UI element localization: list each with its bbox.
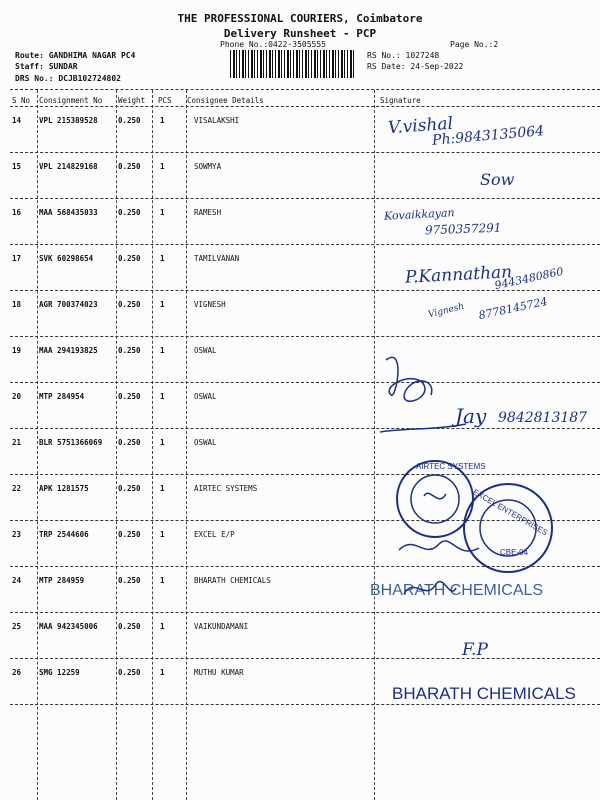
column-divider [37, 90, 38, 800]
cell-consignee: RAMESH [194, 208, 222, 217]
column-divider [116, 90, 117, 800]
cell-sno: 15 [12, 162, 22, 171]
signature-note-17: 9443480860 [493, 264, 565, 293]
rs-number: RS No.: 1027248 [367, 51, 440, 60]
cell-weight: 0.250 [118, 576, 141, 585]
signature-note-18: 8778145724 [477, 294, 549, 323]
cell-pcs: 1 [160, 392, 165, 401]
excel-stamp-label: EXCEL ENTERPRISES [471, 487, 550, 538]
cell-consignee: TAMILVANAN [194, 254, 240, 263]
document-title: THE PROFESSIONAL COURIERS, Coimbatore [177, 12, 423, 25]
signature-note-20: 9842813187 [498, 410, 588, 426]
cell-weight: 0.250 [118, 484, 141, 493]
cell-consignee: OSWAL [194, 346, 217, 355]
cell-pcs: 1 [160, 208, 165, 217]
cell-weight: 0.250 [118, 622, 141, 631]
cell-consignee: BHARATH CHEMICALS [194, 576, 271, 585]
cell-weight: 0.250 [118, 208, 141, 217]
document-subtitle: Delivery Runsheet - PCP [223, 27, 377, 40]
cell-sno: 21 [12, 438, 22, 447]
cell-consignment: MAA 942345006 [39, 622, 98, 631]
cell-pcs: 1 [160, 346, 165, 355]
cell-pcs: 1 [160, 484, 165, 493]
signature-15: Sow [480, 170, 515, 189]
cell-sno: 22 [12, 484, 22, 493]
column-divider [186, 90, 187, 800]
cell-weight: 0.250 [118, 254, 141, 263]
cell-consignment: MAA 568435033 [39, 208, 98, 217]
cell-weight: 0.250 [118, 392, 141, 401]
cell-pcs: 1 [160, 576, 165, 585]
cell-consignment: MAA 294193825 [39, 346, 98, 355]
cell-consignment: TRP 2544606 [39, 530, 89, 539]
row-rule [10, 704, 600, 705]
cell-pcs: 1 [160, 438, 165, 447]
cell-sno: 24 [12, 576, 22, 585]
signature-14: V.vishal [387, 113, 454, 139]
cell-weight: 0.250 [118, 116, 141, 125]
header-bottom-rule [10, 106, 600, 107]
cell-consignment: BLR 5751366069 [39, 438, 103, 447]
cell-consignee: OSWAL [194, 392, 217, 401]
signature-20: Jay [455, 404, 487, 428]
cell-sno: 18 [12, 300, 22, 309]
cell-pcs: 1 [160, 622, 165, 631]
signature-24-scribble [400, 574, 460, 604]
table-top-rule [10, 89, 600, 90]
cell-sno: 17 [12, 254, 22, 263]
cell-weight: 0.250 [118, 668, 141, 677]
cell-consignment: MTP 284959 [39, 576, 85, 585]
bharath-stamp-26: BHARATH CHEMICALS [392, 684, 576, 703]
column-divider [374, 90, 375, 800]
column-header-pcs: PCS [158, 96, 172, 105]
signature-19-scribble [376, 340, 456, 420]
drs-number: DRS No.: DCJB102724802 [15, 74, 121, 83]
bharath-stamp-24: BHARATH CHEMICALS [370, 582, 544, 599]
cell-sno: 16 [12, 208, 22, 217]
cell-consignee: OSWAL [194, 438, 217, 447]
cell-consignee: AIRTEC SYSTEMS [194, 484, 258, 493]
row-rule [10, 612, 600, 613]
cell-consignee: VAIKUNDAMANI [194, 622, 249, 631]
cell-pcs: 1 [160, 116, 165, 125]
row-rule [10, 474, 600, 475]
row-rule [10, 658, 600, 659]
cell-sno: 23 [12, 530, 22, 539]
airtec-stamp-label: AIRTEC SYSTEMS [416, 462, 486, 471]
column-header-sno: S No [12, 96, 31, 105]
signature-note-14: Ph:9843135064 [431, 123, 545, 149]
cell-weight: 0.250 [118, 438, 141, 447]
row-rule [10, 244, 600, 245]
cell-weight: 0.250 [118, 162, 141, 171]
signature-note-16: 9750357291 [424, 220, 502, 238]
signature-17: P.Kannathan [404, 262, 513, 288]
cell-weight: 0.250 [118, 530, 141, 539]
cell-weight: 0.250 [118, 300, 141, 309]
cell-consignment: SVK 60298654 [39, 254, 94, 263]
row-rule [10, 290, 600, 291]
signature-18: Vignesh [427, 301, 466, 321]
signature-16: Kovaikkayan [383, 206, 455, 223]
cell-consignment: MTP 284954 [39, 392, 85, 401]
route: Route: GANDHIMA NAGAR PC4 [15, 51, 136, 60]
barcode [230, 50, 355, 78]
page-number: Page No.:2 [450, 40, 499, 49]
cell-pcs: 1 [160, 530, 165, 539]
row-rule [10, 382, 600, 383]
cell-pcs: 1 [160, 300, 165, 309]
cell-sno: 19 [12, 346, 22, 355]
column-header-consignment: Consignment No [39, 96, 103, 105]
cell-consignment: SMG 12259 [39, 668, 80, 677]
staff: Staff: SUNDAR [15, 62, 78, 71]
rs-date: RS Date: 24-Sep-2022 [367, 62, 464, 71]
column-header-signature: Signature [380, 96, 421, 105]
signature-23-scribble [395, 530, 485, 564]
cell-consignee: VIGNESH [194, 300, 226, 309]
cell-sno: 25 [12, 622, 22, 631]
column-divider [152, 90, 153, 800]
cell-sno: 20 [12, 392, 22, 401]
signature-26: F.P [462, 640, 488, 660]
cell-weight: 0.250 [118, 346, 141, 355]
cell-pcs: 1 [160, 162, 165, 171]
row-rule [10, 198, 600, 199]
cell-consignment: VPL 214829168 [39, 162, 98, 171]
cell-sno: 14 [12, 116, 22, 125]
excel-stamp-sub: CBE-04 [500, 548, 529, 557]
row-rule [10, 428, 600, 429]
cell-consignee: MUTHU KUMAR [194, 668, 244, 677]
cell-pcs: 1 [160, 668, 165, 677]
cell-consignment: AGR 700374023 [39, 300, 98, 309]
cell-pcs: 1 [160, 254, 165, 263]
cell-consignment: VPL 215389528 [39, 116, 98, 125]
cell-consignee: VISALAKSHI [194, 116, 240, 125]
column-header-weight: Weight [118, 96, 146, 105]
phone-number: Phone No.:0422-3505555 [220, 40, 326, 49]
column-header-consignee: Consignee Details [187, 96, 264, 105]
row-rule [10, 152, 600, 153]
signature-21-line [376, 418, 476, 448]
row-rule [10, 336, 600, 337]
cell-consignee: EXCEL E/P [194, 530, 235, 539]
cell-consignment: APK 1281575 [39, 484, 89, 493]
cell-sno: 26 [12, 668, 22, 677]
cell-consignee: SOWMYA [194, 162, 222, 171]
